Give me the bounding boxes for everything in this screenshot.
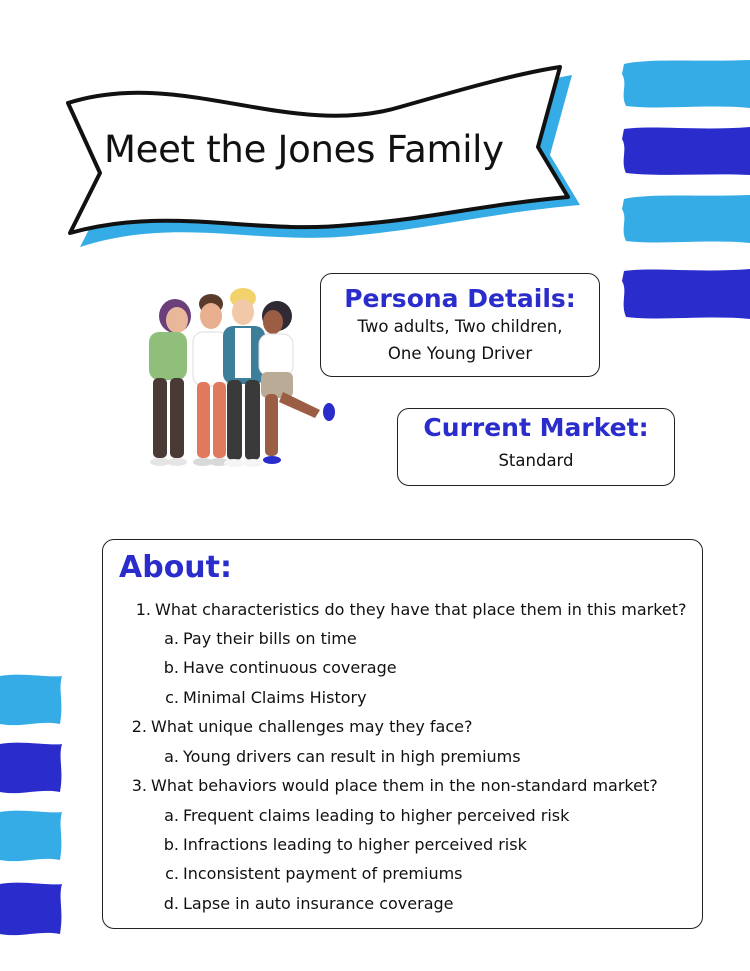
answer-letter: c. <box>165 864 179 883</box>
current-market-value: Standard <box>498 451 574 470</box>
answer-letter: a. <box>164 747 179 766</box>
persona-details-card <box>320 273 600 377</box>
persona-details-heading: Persona Details: <box>344 284 576 313</box>
question-number: 1. <box>135 600 151 619</box>
current-market-heading: Current Market: <box>423 413 649 442</box>
brush-stroke-royal-blue-1 <box>620 125 750 177</box>
question-text: What behaviors would place them in the non-standard market? <box>151 776 658 795</box>
answer-letter: d. <box>163 894 179 913</box>
answer-letter: b. <box>163 835 179 854</box>
answer-text: Frequent claims leading to higher perceived risk <box>183 806 570 825</box>
answer-item <box>161 747 521 766</box>
answer-letter: c. <box>165 688 179 707</box>
brush-stroke-light-blue-1 <box>620 58 750 110</box>
question-item <box>129 776 658 795</box>
question-item <box>133 600 687 619</box>
brush-stroke-royal-blue-3 <box>0 740 64 796</box>
answer-text: Infractions leading to higher perceived risk <box>183 835 527 854</box>
brush-stroke-royal-blue-4 <box>0 880 64 938</box>
answer-letter: a. <box>164 629 179 648</box>
about-card <box>102 539 703 929</box>
question-text: What unique challenges may they face? <box>151 717 473 736</box>
question-number: 3. <box>131 776 147 795</box>
about-heading: About: <box>119 550 232 585</box>
brush-stroke-royal-blue-2 <box>620 267 750 321</box>
answer-item <box>161 658 397 677</box>
answer-item <box>161 835 527 854</box>
answer-letter: a. <box>164 806 179 825</box>
brush-stroke-light-blue-3 <box>0 672 64 728</box>
answer-text: Lapse in auto insurance coverage <box>183 894 454 913</box>
answer-item <box>161 806 569 825</box>
answer-text: Inconsistent payment of premiums <box>183 864 463 883</box>
brush-stroke-light-blue-4 <box>0 808 64 864</box>
answer-item <box>161 688 367 707</box>
answer-item <box>161 894 454 913</box>
brush-stroke-light-blue-2 <box>620 193 750 245</box>
answer-text: Young drivers can result in high premiums <box>183 747 521 766</box>
answer-letter: b. <box>163 658 179 677</box>
persona-details-line: One Young Driver <box>387 344 533 363</box>
page-title: Meet the Jones Family <box>104 128 504 171</box>
question-text: What characteristics do they have that place them in this market? <box>155 600 687 619</box>
answer-text: Minimal Claims History <box>183 688 367 707</box>
question-item <box>129 717 472 736</box>
current-market-card <box>397 408 675 486</box>
answer-text: Have continuous coverage <box>183 658 397 677</box>
answer-text: Pay their bills on time <box>183 629 357 648</box>
persona-details-line: Two adults, Two children, <box>357 317 563 336</box>
family-group-illustration <box>115 282 345 482</box>
answer-item <box>161 864 463 883</box>
question-number: 2. <box>131 717 147 736</box>
answer-item <box>161 629 357 648</box>
